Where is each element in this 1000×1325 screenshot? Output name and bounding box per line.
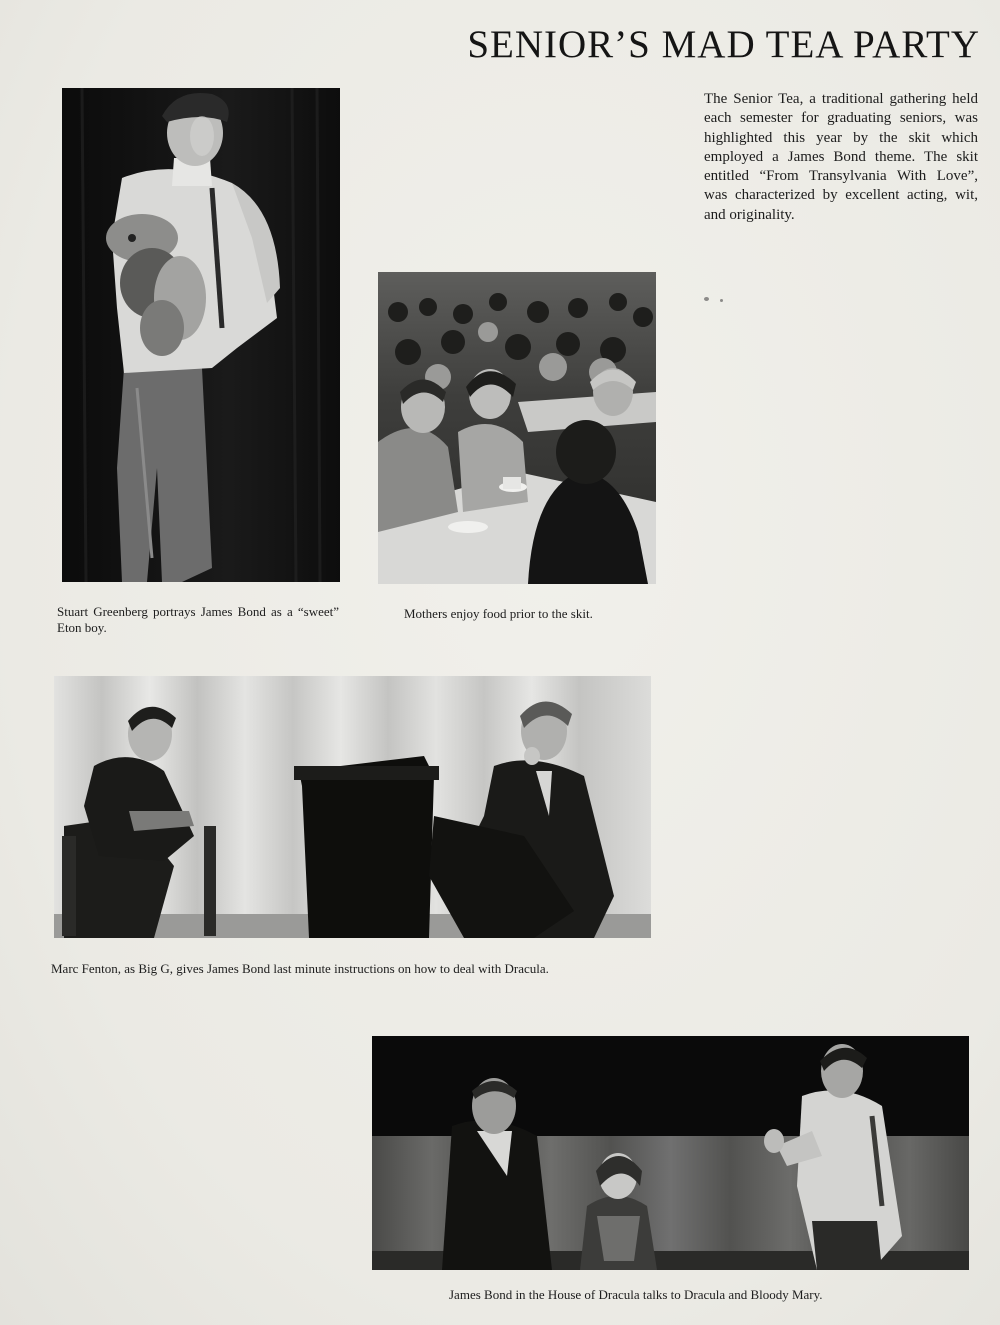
photo-stuart-greenberg xyxy=(62,88,340,582)
photo-mothers-enjoy-food-image xyxy=(378,272,656,584)
print-smudge xyxy=(720,299,723,302)
page-title: SENIOR’S MAD TEA PARTY xyxy=(467,23,980,66)
photo-house-of-dracula-image xyxy=(372,1036,969,1270)
print-smudge xyxy=(704,297,709,301)
photo-stuart-greenberg-image xyxy=(62,88,340,582)
intro-paragraph: The Senior Tea, a traditional gathering held each semester for graduating seniors, was highlighted this year by the skit which employed a James Bond theme. The skit entitled “From Transylvania With Love”, was characterized by excellent acting, wit, and originality. xyxy=(704,91,978,223)
caption-mothers-enjoy-food: Mothers enjoy food prior to the skit. xyxy=(404,606,593,621)
caption-stuart-greenberg: Stuart Greenberg portrays James Bond as a “sweet” Eton boy. xyxy=(57,604,339,635)
caption-marc-fenton-big-g: Marc Fenton, as Big G, gives James Bond last minute instructions on how to deal with Dracula. xyxy=(51,961,549,976)
photo-house-of-dracula xyxy=(372,1036,969,1270)
photo-marc-fenton-big-g xyxy=(54,676,651,938)
photo-mothers-enjoy-food xyxy=(378,272,656,584)
photo-marc-fenton-big-g-image xyxy=(54,676,651,938)
caption-house-of-dracula: James Bond in the House of Dracula talks to Dracula and Bloody Mary. xyxy=(449,1287,823,1302)
